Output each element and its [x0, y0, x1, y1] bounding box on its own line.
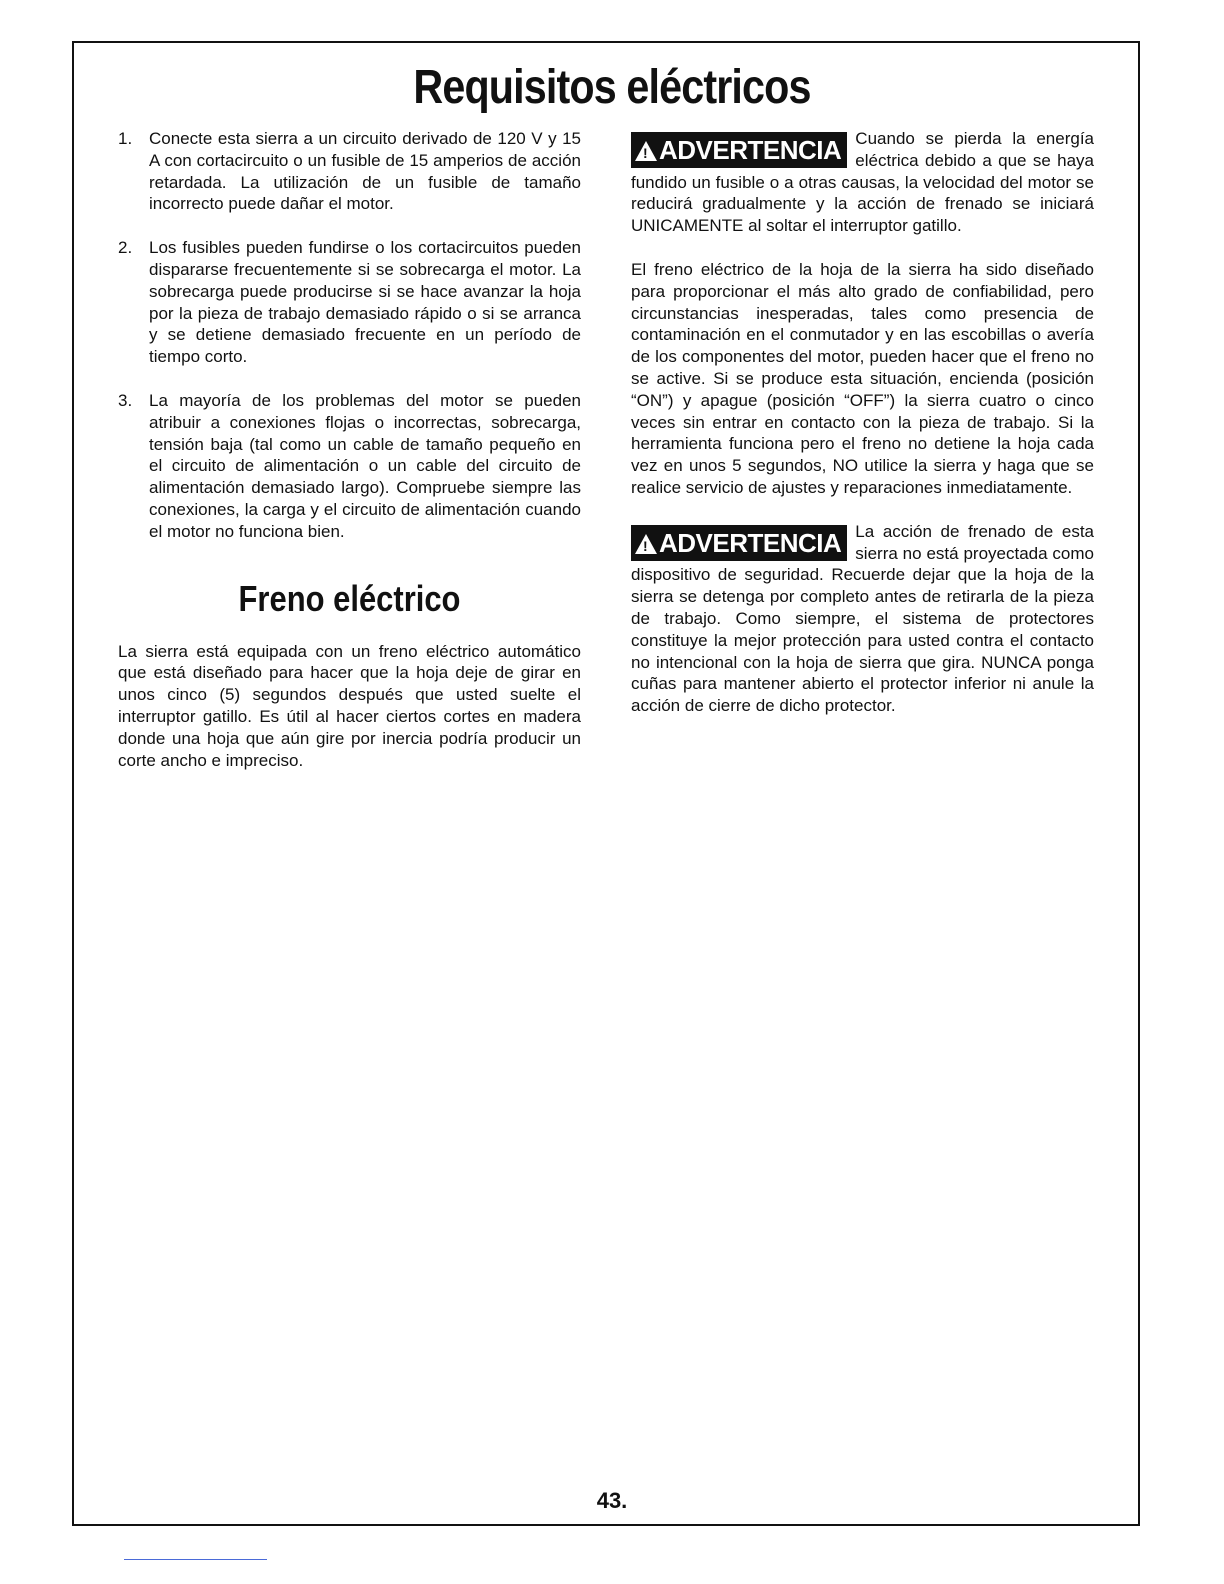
list-item	[118, 390, 581, 543]
warning-text: La acción de frenado de esta sierra no está proyectada como dispositivo de seguridad. Recuerde dejar que la hoja de la sierra se detenga por completo antes de retirarla de la pieza de trabajo. Como siempre, el sistema de protectores constituye la mejor protección para usted contra el contacto no intencional con la hoja de sierra que gira. NUNCA ponga cuñas para mantener abierto el protector inferior ni anule la acción de cierre de dicho protector.	[631, 521, 1094, 716]
list-item-text: La mayoría de los problemas del motor se pueden atribuir a conexiones flojas o incorrectas, sobrecarga, tensión baja (tal como un cable de tamaño pequeño en el circuito de alimentación o un cable del circuito de alimentación demasiado largo). Compruebe siempre las conexiones, la carga y el circuito de alimentación cuando el motor no funciona bien.	[149, 390, 581, 541]
warning-badge	[631, 525, 847, 561]
warning-badge	[631, 132, 847, 168]
list-item-number: 2.	[118, 238, 133, 258]
requirements-list	[118, 128, 581, 543]
warning-badge-label: ADVERTENCIA	[659, 527, 842, 558]
left-column	[118, 128, 581, 793]
warning-text: Cuando se pierda la energía eléctrica debido a que se haya fundido un fusible o a otras causas, la velocidad del motor se reducirá gradualmente y la acción de frenado se iniciará UNICAMENTE al soltar el interruptor gatillo.	[631, 129, 1094, 236]
list-item-text: Los fusibles pueden fundirse o los cortacircuitos pueden dispararse frecuentemente si se sobrecarga el motor. La sobrecarga puede producirse si se hace avanzar la hoja por la pieza de trabajo demasiado rápido o si se arranca y se detiene demasiado frecuente en un período de tiempo corto.	[149, 238, 581, 367]
right-column	[631, 128, 1094, 739]
warning-triangle-icon: !	[635, 534, 657, 554]
list-item	[118, 128, 581, 215]
brake-paragraph: La sierra está equipada con un freno eléctrico automático que está diseñado para hacer que la hoja deje de girar en unos cinco (5) segundos después que usted suelte el interruptor gatillo. Es útil al hacer ciertos cortes en madera donde una hoja que aún gire por inercia podría producir un corte ancho e impreciso.	[118, 641, 581, 770]
list-item-number: 1.	[118, 129, 133, 148]
warning-block-power-loss	[631, 128, 1094, 237]
warning-block-brake-safety	[631, 521, 1094, 717]
warning-triangle-icon: !	[635, 141, 657, 161]
page-title: Requisitos eléctricos	[413, 61, 811, 114]
list-item-number: 3.	[118, 390, 133, 410]
page-number: 43.	[596, 1488, 628, 1513]
warning-badge-label: ADVERTENCIA	[659, 135, 842, 165]
footer-rule	[124, 1559, 267, 1560]
brake-info-paragraph: El freno eléctrico de la hoja de la sierra ha sido diseñado para proporcionar el más alto grado de confiabilidad, pero circunstancias inesperadas, tales como presencia de contaminación en el conmutador y en las escobillas o avería de los componentes del motor, pueden hacer que el freno no se active. Si se produce esta situación, encienda (posición “ON”) y apague (posición “OFF”) la sierra cuatro o cinco veces sin entrar en contacto con la pieza de trabajo. Si la herramienta funciona pero el freno no detiene la hoja cada vez en unos 5 segundos, NO utilice la sierra y haga que se realice servicio de ajustes y reparaciones inmediatamente.	[631, 259, 1094, 497]
brake-section-heading: Freno eléctrico	[238, 577, 461, 619]
list-item-text: Conecte esta sierra a un circuito derivado de 120 V y 15 A con cortacircuito o un fusible de 15 amperios de acción retardada. La utilización de un fusible de tamaño incorrecto puede dañar el motor.	[149, 129, 581, 214]
list-item	[118, 237, 581, 368]
